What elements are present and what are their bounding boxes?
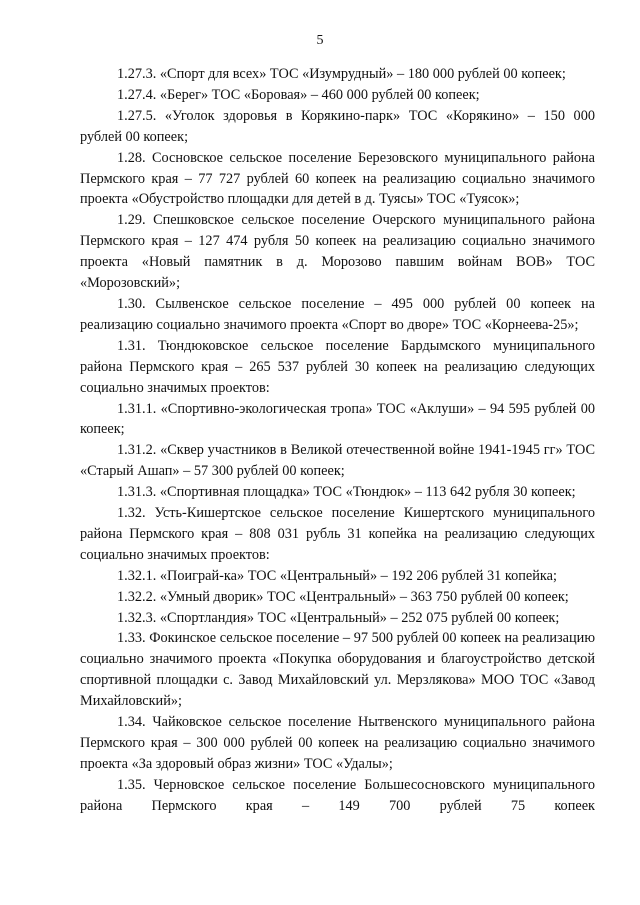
paragraph-1-27-3: 1.27.3. «Спорт для всех» ТОС «Изумрудный» – 180 000 рублей 00 копеек; <box>117 66 566 82</box>
paragraph-1-32-3: 1.32.3. «Спортландия» ТОС «Центральный» – 252 075 рублей 00 копеек; <box>117 609 560 626</box>
page-number: 5 <box>316 33 324 48</box>
paragraph-1-31-3: 1.31.3. «Спортивная площадка» ТОС «Тюндюк» – 113 642 рубля 30 копеек; <box>117 484 576 501</box>
paragraph-1-27-5: 1.27.5. «Уголок здоровья в Корякино-парк» ТОС «Корякино» – 150 000 рублей 00 копеек; <box>80 107 595 145</box>
paragraph-1-30: 1.30. Сылвенское сельское поселение – 495 000 рублей 00 копеек на реализацию социально значимого проекта «Спорт во дворе» ТОС «Корнеева-25»; <box>80 295 595 333</box>
paragraph-1-31-2: 1.31.2. «Сквер участников в Великой отечественной войне 1941-1945 гг» ТОС «Старый Ашап» – 57 300 рублей 00 копеек; <box>80 442 595 480</box>
document-body <box>80 64 595 817</box>
paragraph-1-32-1: 1.32.1. «Поиграй-ка» ТОС «Центральный» – 192 206 рублей 31 копейка; <box>117 567 557 584</box>
paragraph-1-33: 1.33. Фокинское сельское поселение – 97 500 рублей 00 копеек на реализацию социально значимого проекта «Покупка оборудования и благоустройство детской спортивной площадки с. Завод Михайловский ул. Мерзлякова» МОО ТОС «Завод Михайловский»; <box>80 630 595 710</box>
paragraph-1-31-1: 1.31.1. «Спортивно-экологическая тропа» ТОС «Аклуши» – 94 595 рублей 00 копеек; <box>80 400 595 438</box>
paragraph-1-32: 1.32. Усть-Кишертское сельское поселение Кишертского муниципального района Пермского края – 808 031 рубль 31 копейка на реализацию следующих социально значимых проектов: <box>80 505 595 563</box>
paragraph-1-35: 1.35. Черновское сельское поселение Большесосновского муниципального района Пермского края – 149 700 рублей 75 копеек <box>80 776 595 814</box>
paragraph-1-34: 1.34. Чайковское сельское поселение Нытвенского муниципального района Пермского края – 300 000 рублей 00 копеек на реализацию социально значимого проекта «За здоровый образ жизни» ТОС «Удалы»; <box>80 714 595 772</box>
paragraph-1-32-2: 1.32.2. «Умный дворик» ТОС «Центральный» – 363 750 рублей 00 копеек; <box>117 588 569 605</box>
paragraph-1-31: 1.31. Тюндюковское сельское поселение Бардымского муниципального района Пермского края – 265 537 рублей 30 копеек на реализацию следующих социально значимых проектов: <box>80 337 595 396</box>
paragraph-1-27-4: 1.27.4. «Берег» ТОС «Боровая» – 460 000 рублей 00 копеек; <box>117 86 480 103</box>
paragraph-1-28: 1.28. Сосновское сельское поселение Березовского муниципального района Пермского края – 77 727 рублей 60 копеек на реализацию социально значимого проекта «Обустройство площадки для детей в д. Туясы» ТОС «Туясок»; <box>80 149 595 208</box>
paragraph-1-29: 1.29. Спешковское сельское поселение Очерского муниципального района Пермского края – 127 474 рубля 50 копеек на реализацию социально значимого проекта «Новый памятник в д. Морозово павшим войнам ВОВ» ТОС «Морозовский»; <box>80 212 595 292</box>
